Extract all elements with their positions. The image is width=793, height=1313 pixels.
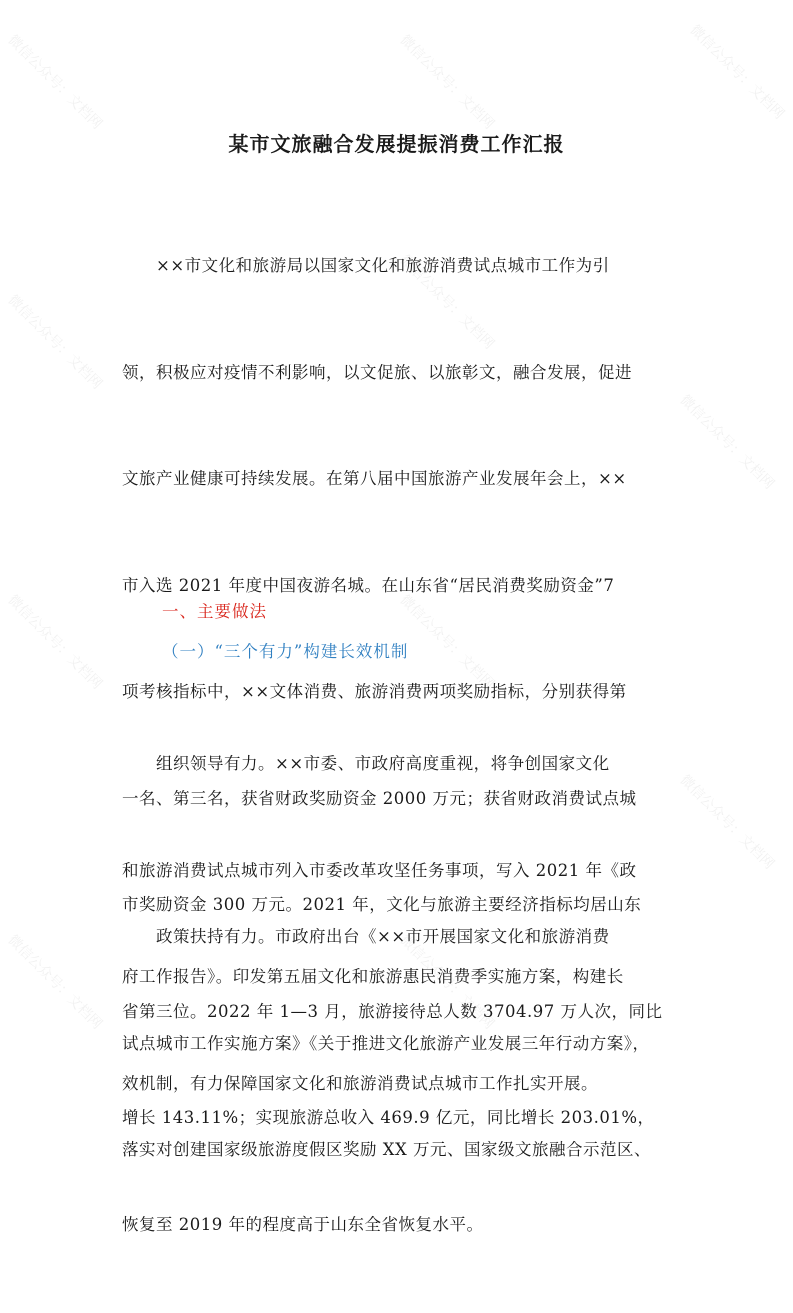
- text-line: 市入选 2021 年度中国夜游名城。在山东省“居民消费奖励资金”7: [122, 575, 615, 595]
- text-line: 恢复至 2019 年的程度高于山东全省恢复水平。: [122, 1214, 484, 1234]
- watermark: 微信公众号：文档网: [676, 392, 777, 493]
- watermark: 微信公众号：文档网: [686, 22, 787, 123]
- watermark: 微信公众号：文档网: [396, 592, 497, 693]
- watermark: 微信公众号：文档网: [396, 932, 497, 1033]
- text-line: 省第三位。2022 年 1—3 月，旅游接待总人数 3704.97 万人次，同比: [122, 1001, 663, 1021]
- text-line: ××市文化和旅游局以国家文化和旅游消费试点城市工作为引: [122, 256, 610, 275]
- text-line: 组织领导有力。××市委、市政府高度重视，将争创国家文化: [122, 754, 610, 773]
- text-line: 增长 143.11%；实现旅游总收入 469.9 亿元，同比增长 203.01%，: [122, 1108, 655, 1127]
- text-line: 府工作报告》。印发第五届文化和旅游惠民消费季实施方案，构建长: [122, 967, 624, 986]
- watermark: 微信公众号：文档网: [396, 32, 497, 133]
- text-line: 文旅产业健康可持续发展。在第八届中国旅游产业发展年会上，××: [122, 469, 627, 488]
- text-line: 一名、第三名，获省财政奖励资金 2000 万元；获省财政消费试点城: [122, 788, 637, 808]
- watermark: 微信公众号：文档网: [4, 32, 105, 133]
- watermark: 微信公众号：文档网: [4, 292, 105, 393]
- text-line: 市奖励资金 300 万元。2021 年，文化与旅游主要经济指标均居山东: [122, 895, 642, 914]
- text-line: 效机制，有力保障国家文化和旅游消费试点城市工作扎实开展。: [122, 1073, 598, 1093]
- text-line: 和旅游消费试点城市列入市委改革攻坚任务事项，写入 2021 年《政: [122, 860, 637, 880]
- document-title: 某市文旅融合发展提振消费工作汇报: [228, 132, 565, 156]
- text-line: 政策扶持有力。市政府出台《××市开展国家文化和旅游消费: [122, 927, 610, 946]
- watermark: 微信公众号：文档网: [676, 772, 777, 873]
- text-line: 领，积极应对疫情不利影响，以文促旅、以旅彰文，融合发展，促进: [122, 362, 632, 382]
- watermark: 微信公众号：文档网: [4, 932, 105, 1033]
- text-line: 试点城市工作实施方案》《关于推进文化旅游产业发展三年行动方案》，: [122, 1033, 650, 1053]
- text-line: 项考核指标中，××文体消费、旅游消费两项奖励指标，分别获得第: [122, 682, 627, 701]
- policy-support-paragraph: [122, 848, 678, 1239]
- watermark: 微信公众号：文档网: [4, 592, 105, 693]
- watermark: 微信公众号：文档网: [396, 252, 497, 353]
- section-heading: 一、主要做法: [162, 602, 267, 621]
- text-line: 落实对创建国家级旅游度假区奖励 XX 万元、国家级文旅融合示范区、: [122, 1140, 651, 1159]
- subsection-heading: （一）“三个有力”构建长效机制: [162, 642, 409, 661]
